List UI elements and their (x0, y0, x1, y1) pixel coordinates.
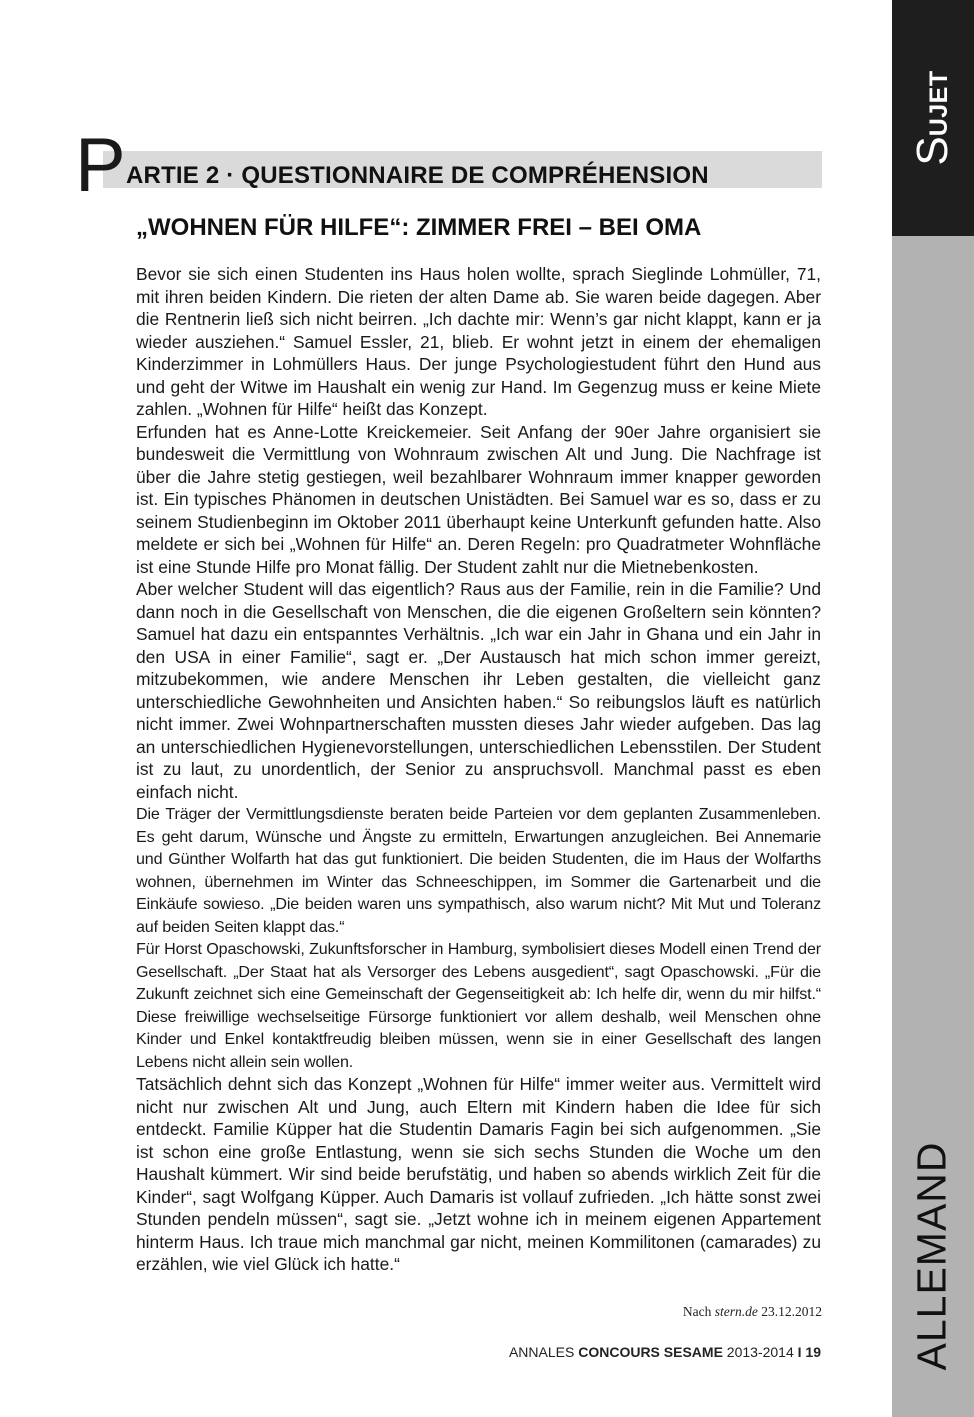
article-paragraph: Die Träger der Vermittlungsdienste beraten beide Parteien vor dem geplanten Zusammenleben. Es geht darum, Wünsche und Ängste zu ermitteln, Erwartungen anzugleichen. Bei Annemarie und Günther Wolfarth hat das gut funktioniert. Die beiden Studenten, die im Haus der Wolfarths wohnen, übernehmen im Winter das Schneeschippen, im Sommer die Gartenarbeit und die Einkäufe sowieso. „Die beiden waren uns sympathisch, also warum nicht? Mit Mut und Toleranz auf beiden Seiten klappt das.“ (136, 805, 821, 936)
page-number: 19 (805, 1344, 821, 1360)
article-title: „WOHNEN FÜR HILFE“: ZIMMER FREI – BEI OMA (136, 214, 702, 241)
footer-concours: CONCOURS SESAME (578, 1344, 723, 1360)
source-site: stern.de (714, 1304, 758, 1319)
sujet-label (908, 70, 957, 166)
article-paragraph: Für Horst Opaschowski, Zukunftsforscher in Hamburg, symbolisiert dieses Modell einen Trend der Gesellschaft. „Der Staat hat als Versorger des Lebens ausgedient“, sagt Opaschowski. „Für die Zukunft zeichnet sich eine Gemeinschaft der Gegenseitigkeit ab: Ich helfe dir, wenn du mir hilfst.“ Diese freiwillige wechselseitige Fürsorge funktioniert vor allem deshalb, weil Menschen ohne Kinder und Enkel kontaktfreudig bleiben müssen, wenn sie in einer Gesellschaft des langen Lebens nicht allein sein wollen. (136, 940, 821, 1071)
article-paragraph: Aber welcher Student will das eigentlich? Raus aus der Familie, rein in die Familie? Und dann noch in die Gesellschaft von Menschen, die die eigenen Großeltern sein könnten? Samuel hat dazu ein entspanntes Verhältnis. „Ich war ein Jahr in Ghana und ein Jahr in den USA in einer Familie“, sagt er. „Der Austausch hat mich schon immer gereizt, mitzubekommen, wie andere Menschen ihr Leben gestalten, die vielleicht ganz unterschiedliche Gewohnheiten und Ansichten haben.“ So reibungslos läuft es natürlich nicht immer. Zwei Wohnpartnerschaften mussten dieses Jahr wieder aufgeben. Das lag an unterschiedlichen Hygienevorstellungen, unterschiedlichen Lebensstilen. Der Student ist zu laut, zu unordentlich, der Senior zu anspruchsvoll. Manchmal passt es eben einfach nicht. (136, 579, 821, 802)
article-body (136, 263, 821, 1276)
article-paragraph: Bevor sie sich einen Studenten ins Haus holen wollte, sprach Sieglinde Lohmüller, 71, mit ihren beiden Kindern. Die rieten der alten Dame ab. Sie waren beide dagegen. Aber die Rentnerin ließ sich nicht beirren. „Ich dachte mir: Wenn’s gar nicht klappt, kann er ja wieder ausziehen.“ Samuel Essler, 21, blieb. Er wohnt jetzt in einem der ehemaligen Kinderzimmer in Lohmüllers Haus. Der junge Psychologiestudent führt den Hund aus und geht der Witwe im Haushalt ein wenig zur Hand. Im Gegenzug muss er keine Miete zahlen. „Wohnen für Hilfe“ heißt das Konzept. (136, 264, 821, 419)
sujet-initial: S (908, 136, 957, 166)
subject-label: ALLEMAND (908, 1141, 955, 1371)
article-paragraph: Tatsächlich dehnt sich das Konzept „Wohnen für Hilfe“ immer weiter aus. Vermittelt wird nicht nur zwischen Alt und Jung, auch Eltern mit Kindern haben die Idee für sich entdeckt. Familie Küpper hat die Studentin Damaris Fagin bei sich aufgenommen. „Sie ist schon eine große Entlastung, wenn sie sich sechs Stunden die Woche um den Haushalt kümmert. Wir sind beide berufstätig, und haben so abends wirklich Zeit für die Kinder“, sagt Wolfgang Küpper. Auch Damaris ist vollauf zufrieden. „Ich hätte sonst zwei Stunden pendeln müssen“, sagt sie. „Jetzt wohne ich in meinem eigenen Appartement hinterm Haus. Ich traue mich manchmal gar nicht, meinen Kommilitonen (camarades) zu erzählen, wie viel Glück ich hatte.“ (136, 1074, 821, 1274)
sujet-rest: UJET (925, 70, 953, 137)
footer-years: 2013-2014 (722, 1344, 798, 1360)
source-prefix: Nach (682, 1304, 715, 1319)
footer-annales: ANNALES (508, 1344, 579, 1360)
page-footer (509, 1345, 821, 1359)
section-heading-title: ARTIE 2 · QUESTIONNAIRE DE COMPRÉHENSION (126, 162, 709, 189)
section-heading-initial: P (75, 123, 126, 208)
article-paragraph: Erfunden hat es Anne-Lotte Kreickemeier. Seit Anfang der 90er Jahre organisiert sie bundesweit die Vermittlung von Wohnraum zwischen Alt und Jung. Die Nachfrage ist über die Jahre stetig gestiegen, weil bezahlbarer Wohnraum immer knapper geworden ist. Ein typisches Phänomen in deutschen Unistädten. Bei Samuel war es so, dass er zu seinem Studienbeginn im Oktober 2011 überhaupt keine Unterkunft gefunden hatte. Also meldete er sich bei „Wohnen für Hilfe“ an. Deren Regeln: pro Quadratmeter Wohnfläche ist eine Stunde Hilfe pro Monat fällig. Der Student zahlt nur die Mietnebenkosten. (136, 421, 821, 577)
source-date: 23.12.2012 (757, 1304, 822, 1319)
source-attribution (683, 1304, 822, 1320)
footer-separator: I (797, 1344, 806, 1360)
